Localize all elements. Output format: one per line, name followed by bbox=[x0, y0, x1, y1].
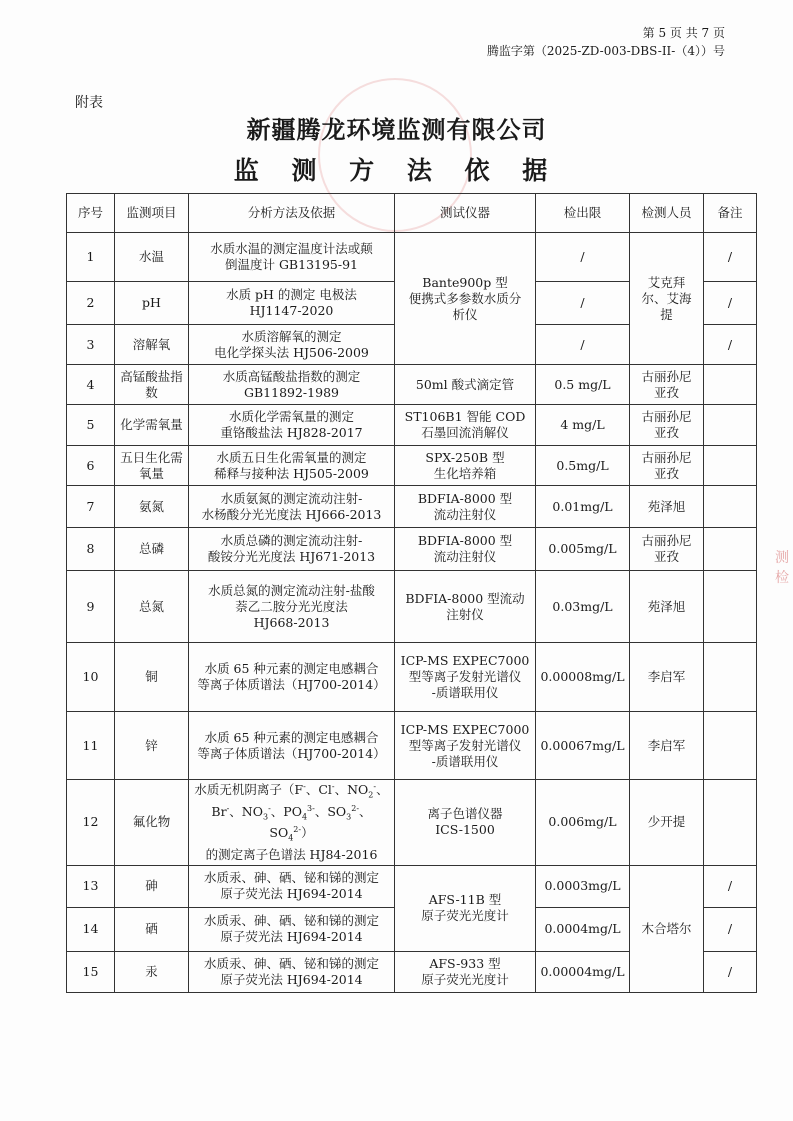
cell-method: 水质无机阴离子（F-、Cl-、$NO_2^-$、 Br-、$NO_3^-$、$PO_4^{3-}$、$SO_3^{2-}$、$SO_4^{2-}$） 的测定离子色谱法 HJ84-2016 bbox=[189, 780, 395, 866]
cell-item: 总氮 bbox=[115, 571, 189, 643]
cell-no: 4 bbox=[67, 365, 115, 405]
col-header-item: 监测项目 bbox=[115, 194, 189, 233]
table-row bbox=[67, 528, 757, 571]
cell-method: 水质总氮的测定流动注射-盐酸 萘乙二胺分光光度法 HJ668-2013 bbox=[189, 571, 395, 643]
cell-staff: 李启军 bbox=[630, 643, 704, 712]
cell-instrument: AFS-933 型 原子荧光光度计 bbox=[395, 951, 536, 992]
cell-item: 高锰酸盐指数 bbox=[115, 365, 189, 405]
cell-instrument: ICP-MS EXPEC7000 型等离子发射光谱仪 -质谱联用仪 bbox=[395, 712, 536, 780]
methods-table bbox=[66, 193, 757, 993]
table-row bbox=[67, 865, 757, 907]
cell-remark: / bbox=[704, 282, 757, 325]
cell-remark bbox=[704, 712, 757, 780]
cell-method: 水质高锰酸盐指数的测定 GB11892-1989 bbox=[189, 365, 395, 405]
company-name: 新疆腾龙环境监测有限公司 bbox=[246, 115, 547, 144]
cell-method: 水质汞、砷、硒、铋和锑的测定 原子荧光法 HJ694-2014 bbox=[189, 907, 395, 951]
col-header-method: 分析方法及依据 bbox=[189, 194, 395, 233]
cell-method: 水质 65 种元素的测定电感耦合 等离子体质谱法（HJ700-2014） bbox=[189, 712, 395, 780]
col-header-staff: 检测人员 bbox=[630, 194, 704, 233]
cell-limit: / bbox=[536, 233, 630, 282]
cell-instrument: BDFIA-8000 型 流动注射仪 bbox=[395, 486, 536, 528]
cell-no: 13 bbox=[67, 865, 115, 907]
cell-remark: / bbox=[704, 907, 757, 951]
cell-limit: 0.005mg/L bbox=[536, 528, 630, 571]
cell-staff: 少开提 bbox=[630, 780, 704, 866]
cell-instrument: Bante900p 型 便携式多参数水质分 析仪 bbox=[395, 233, 536, 365]
cell-staff: 古丽孙尼 亚孜 bbox=[630, 528, 704, 571]
cell-method: 水质溶解氧的测定 电化学探头法 HJ506-2009 bbox=[189, 325, 395, 365]
cell-limit: 0.5mg/L bbox=[536, 446, 630, 486]
edge-seal bbox=[775, 548, 793, 628]
cell-remark: / bbox=[704, 951, 757, 992]
cell-method: 水质汞、砷、硒、铋和锑的测定 原子荧光法 HJ694-2014 bbox=[189, 865, 395, 907]
cell-no: 15 bbox=[67, 951, 115, 992]
cell-method: 水质总磷的测定流动注射- 酸铵分光光度法 HJ671-2013 bbox=[189, 528, 395, 571]
cell-staff: 苑泽旭 bbox=[630, 571, 704, 643]
cell-remark bbox=[704, 446, 757, 486]
cell-staff: 古丽孙尼 亚孜 bbox=[630, 405, 704, 446]
cell-method: 水质五日生化需氧量的测定 稀释与接种法 HJ505-2009 bbox=[189, 446, 395, 486]
table-row bbox=[67, 712, 757, 780]
cell-limit: 0.01mg/L bbox=[536, 486, 630, 528]
cell-item: 溶解氧 bbox=[115, 325, 189, 365]
table-row bbox=[67, 486, 757, 528]
edge-seal-char: 检 bbox=[775, 570, 789, 586]
cell-no: 3 bbox=[67, 325, 115, 365]
cell-staff: 古丽孙尼 亚孜 bbox=[630, 365, 704, 405]
cell-limit: 0.00004mg/L bbox=[536, 951, 630, 992]
cell-remark: / bbox=[704, 325, 757, 365]
cell-item: 氨氮 bbox=[115, 486, 189, 528]
cell-item: 水温 bbox=[115, 233, 189, 282]
col-header-remark: 备注 bbox=[704, 194, 757, 233]
cell-no: 1 bbox=[67, 233, 115, 282]
cell-limit: / bbox=[536, 325, 630, 365]
table-row bbox=[67, 233, 757, 282]
page-number: 第 5 页 共 7 页 bbox=[642, 26, 725, 40]
cell-no: 12 bbox=[67, 780, 115, 866]
cell-remark bbox=[704, 486, 757, 528]
col-header-limit: 检出限 bbox=[536, 194, 630, 233]
cell-no: 6 bbox=[67, 446, 115, 486]
cell-instrument: BDFIA-8000 型流动 注射仪 bbox=[395, 571, 536, 643]
cell-limit: 0.006mg/L bbox=[536, 780, 630, 866]
cell-remark bbox=[704, 780, 757, 866]
cell-staff: 李启军 bbox=[630, 712, 704, 780]
cell-no: 8 bbox=[67, 528, 115, 571]
table-header-row bbox=[67, 194, 757, 233]
cell-instrument: 50ml 酸式滴定管 bbox=[395, 365, 536, 405]
cell-item: 五日生化需氧量 bbox=[115, 446, 189, 486]
cell-instrument: ICP-MS EXPEC7000 型等离子发射光谱仪 -质谱联用仪 bbox=[395, 643, 536, 712]
cell-limit: 0.0004mg/L bbox=[536, 907, 630, 951]
cell-no: 14 bbox=[67, 907, 115, 951]
cell-remark bbox=[704, 528, 757, 571]
cell-item: 砷 bbox=[115, 865, 189, 907]
cell-no: 11 bbox=[67, 712, 115, 780]
table-row bbox=[67, 571, 757, 643]
cell-method: 水质 pH 的测定 电极法 HJ1147-2020 bbox=[189, 282, 395, 325]
cell-instrument: SPX-250B 型 生化培养箱 bbox=[395, 446, 536, 486]
cell-method: 水质化学需氧量的测定 重铬酸盐法 HJ828-2017 bbox=[189, 405, 395, 446]
table-row bbox=[67, 446, 757, 486]
cell-item: pH bbox=[115, 282, 189, 325]
cell-instrument: 离子色谱仪器 ICS-1500 bbox=[395, 780, 536, 866]
cell-staff: 苑泽旭 bbox=[630, 486, 704, 528]
cell-method: 水质水温的测定温度计法或颠 倒温度计 GB13195-91 bbox=[189, 233, 395, 282]
cell-limit: 0.5 mg/L bbox=[536, 365, 630, 405]
cell-limit: 0.00067mg/L bbox=[536, 712, 630, 780]
cell-no: 7 bbox=[67, 486, 115, 528]
cell-item: 氟化物 bbox=[115, 780, 189, 866]
cell-limit: 0.03mg/L bbox=[536, 571, 630, 643]
cell-remark bbox=[704, 643, 757, 712]
cell-no: 5 bbox=[67, 405, 115, 446]
table-row bbox=[67, 780, 757, 866]
cell-remark bbox=[704, 405, 757, 446]
cell-no: 10 bbox=[67, 643, 115, 712]
cell-remark: / bbox=[704, 865, 757, 907]
table-row bbox=[67, 365, 757, 405]
cell-staff: 古丽孙尼 亚孜 bbox=[630, 446, 704, 486]
cell-no: 9 bbox=[67, 571, 115, 643]
page-header bbox=[487, 24, 725, 60]
cell-item: 锌 bbox=[115, 712, 189, 780]
cell-item: 总磷 bbox=[115, 528, 189, 571]
table-row bbox=[67, 643, 757, 712]
table-row bbox=[67, 405, 757, 446]
report-number: 腾监字第（2025-ZD-003-DBS-II-（4））号 bbox=[486, 44, 725, 58]
cell-no: 2 bbox=[67, 282, 115, 325]
cell-remark bbox=[704, 571, 757, 643]
cell-method: 水质氨氮的测定流动注射- 水杨酸分光光度法 HJ666-2013 bbox=[189, 486, 395, 528]
col-header-no: 序号 bbox=[67, 194, 115, 233]
edge-seal-char: 测 bbox=[775, 550, 789, 566]
cell-limit: 4 mg/L bbox=[536, 405, 630, 446]
cell-limit: 0.00008mg/L bbox=[536, 643, 630, 712]
cell-remark: / bbox=[704, 233, 757, 282]
cell-method: 水质汞、砷、硒、铋和锑的测定 原子荧光法 HJ694-2014 bbox=[189, 951, 395, 992]
appendix-label: 附表 bbox=[75, 95, 103, 111]
cell-remark bbox=[704, 365, 757, 405]
cell-instrument: BDFIA-8000 型 流动注射仪 bbox=[395, 528, 536, 571]
cell-staff: 艾克拜 尔、艾海 提 bbox=[630, 233, 704, 365]
cell-item: 汞 bbox=[115, 951, 189, 992]
cell-item: 铜 bbox=[115, 643, 189, 712]
table-title: 监 测 方 法 依 据 bbox=[233, 156, 560, 185]
cell-limit: / bbox=[536, 282, 630, 325]
cell-item: 硒 bbox=[115, 907, 189, 951]
col-header-instrument: 测试仪器 bbox=[395, 194, 536, 233]
cell-staff: 木合塔尔 bbox=[630, 865, 704, 992]
cell-instrument: ST106B1 智能 COD 石墨回流消解仪 bbox=[395, 405, 536, 446]
cell-limit: 0.0003mg/L bbox=[536, 865, 630, 907]
cell-item: 化学需氧量 bbox=[115, 405, 189, 446]
cell-instrument: AFS-11B 型 原子荧光光度计 bbox=[395, 865, 536, 951]
cell-method: 水质 65 种元素的测定电感耦合 等离子体质谱法（HJ700-2014） bbox=[189, 643, 395, 712]
